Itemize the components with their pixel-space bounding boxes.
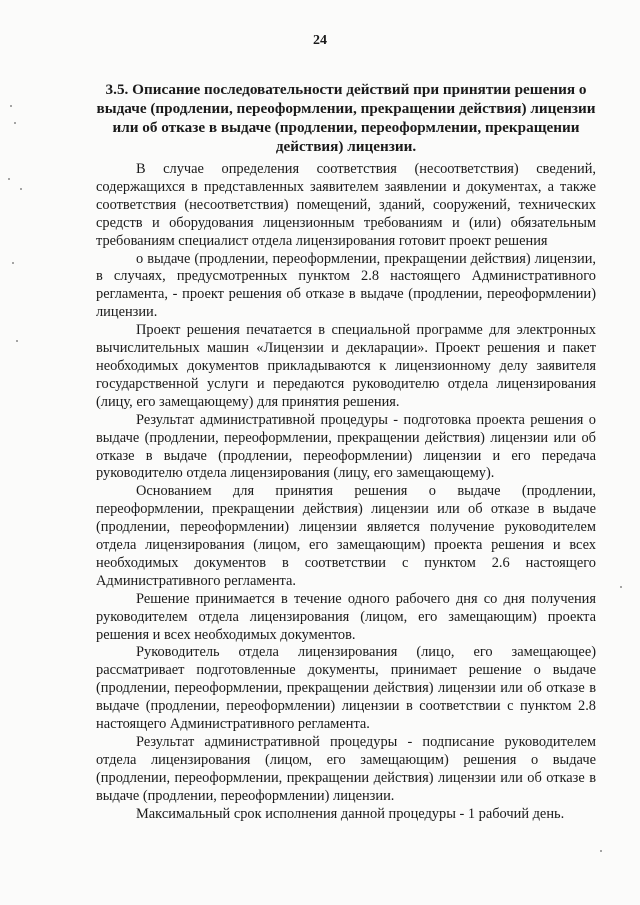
paragraph: Максимальный срок исполнения данной процедуры - 1 рабочий день. [136,805,565,822]
scan-artifact [12,262,14,264]
scan-artifact [8,178,10,180]
paragraph: В случае определения соответствия (несоответствия) сведений, содержащихся в представленных заявителем заявлении и документах, а также соответствия (несоответствия) помещений, зданий, сооружений, технических средств и оборудования лицензионным требованиям и (или) обязательным требованиям специалист отдела лицензирования готовит проект решения [96,161,596,249]
scan-artifact [620,586,622,588]
scan-artifact [600,850,602,852]
scan-artifact [10,105,12,107]
scan-artifact [14,122,16,124]
page-number: 24 [313,33,327,48]
body-text [96,161,596,824]
scan-artifact [20,188,22,190]
paragraph: Руководитель отдела лицензирования (лицо, его замещающее) рассматривает подготовленные документы, принимает решение о выдаче (продлении, переоформлении, прекращении действия) лицензии или об отказе в выдаче (продлении, переоформлении) лицензии в соответствии с пунктом 2.8 настоящего Административного регламента. [96,644,596,733]
paragraph: Основанием для принятия решения о выдаче (продлении, переоформлении, прекращении действия) лицензии или об отказе в выдаче (продлении, переоформлении) лицензии является получение руководителем отдела лицензирования (лицом, его замещающим) проекта решения и всех необходимых документов в соответствии с пунктом 2.6 настоящего Административного регламента. [96,483,596,589]
paragraph: Проект решения печатается в специальной программе для электронных вычислительных машин «Лицензии и декларации». Проект решения и пакет необходимых документов прикладываются к лицензионному делу заявителя государственной услуги и передаются руководителю отдела лицензирования (лицу, его замещающему) для принятия решения. [96,322,596,410]
paragraph: Результат административной процедуры - подготовка проекта решения о выдаче (продлении, переоформлении, прекращении действия) лицензии или об отказе в выдаче (продлении, переоформлении) лицензии и его передача руководителю отдела лицензирования (лицу, его замещающему). [96,411,596,482]
paragraph: Решение принимается в течение одного рабочего дня со дня получения руководителем отдела лицензирования (лицом, его замещающим) проекта решения и всех необходимых документов. [96,590,596,643]
paragraph: Результат административной процедуры - подписание руководителем отдела лицензирования (лицом, его замещающим) решения о выдаче (продлении, переоформлении, прекращении действия) лицензии или об отказе в выдаче (продлении, переоформлении) лицензии. [96,734,596,804]
paragraph: о выдаче (продлении, переоформлении, прекращении действия) лицензии, в случаях, предусмотренных пунктом 2.8 настоящего Административного регламента, - проект решения об отказе в выдаче (продлении, переоформлении) лицензии. [96,250,596,321]
section-title: 3.5. Описание последовательности действий при принятии решения о выдаче (продлении, переоформлении, прекращении действия) лицензии или об отказе в выдаче (продлении, переоформлении, прекращении действия) лицензии. [96,81,596,155]
scan-artifact [16,340,18,342]
